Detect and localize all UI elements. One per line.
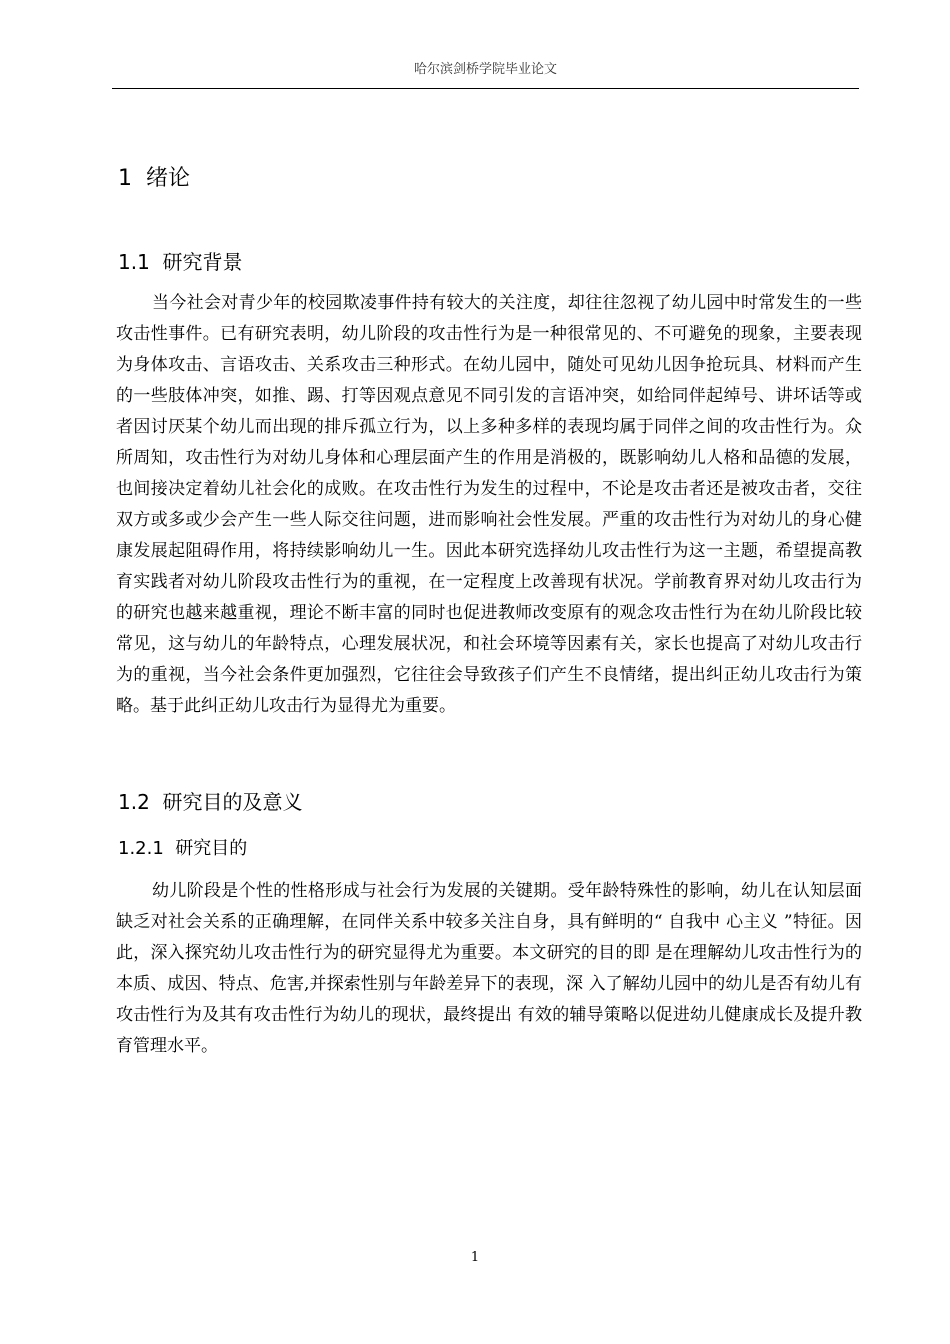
header-title: 哈尔滨剑桥学院毕业论文 [413, 62, 557, 77]
paragraph-background: 当今社会对青少年的校园欺凌事件持有较大的关注度，却往往忽视了幼儿园中时常发生的一些攻击性事件。已有研究表明，幼儿阶段的攻击性行为是一种很常见的、不可避免的现象，主要表现为身体攻击、言语攻击、关系攻击三种形式。在幼儿园中，随处可见幼儿因争抢玩具、材料而产生的一些肢体冲突，如推、踢、打等因观点意见不同引发的言语冲突，如给同伴起绰号、讲坏话等或者因讨厌某个幼儿而出现的排斥孤立行为，以上多种多样的表现均属于同伴之间的攻击性行为。众所周知，攻击性行为对幼儿身体和心理层面产生的作用是消极的，既影响幼儿人格和品德的发展，也间接决定着幼儿社会化的成败。在攻击性行为发生的过程中，不论是攻击者还是被攻击者，交往双方或多或少会产生一些人际交往问题，进而影响社会性发展。严重的攻击性行为对幼儿的身心健康发展起阻碍作用，将持续影响幼儿一生。因此本研究选择幼儿攻击性行为这一主题，希望提高教育实践者对幼儿阶段攻击性行为的重视，在一定程度上改善现有状况。学前教育界对幼儿攻击行为的研究也越来越重视，理论不断丰富的同时也促进教师改变原有的观念攻击性行为在幼儿阶段比较常见，这与幼儿的年龄特点，心理发展状况，和社会环境等因素有关，家长也提高了对幼儿攻击行为的重视，当今社会条件更加强烈，它往往会导致孩子们产生不良情绪，提出纠正幼儿攻击行为策略。基于此纠正幼儿攻击行为显得尤为重要。 [116, 293, 862, 716]
chapter-heading: 1 绪论 [118, 166, 190, 191]
section-heading-purpose: 1.2 研究目的及意义 [118, 790, 303, 814]
paragraph-purpose: 幼儿阶段是个性的性格形成与社会行为发展的关键期。受年龄特殊性的影响，幼儿在认知层面缺乏对社会关系的正确理解，在同伴关系中较多关注自身，具有鲜明的“ 自我中 心主义 ”特征。因此，深入探究幼儿攻击性行为的研究显得尤为重要。本文研究的目的即 是在理解幼儿攻击性行为的本质、成因、特点、危害,并探索性别与年龄差异下的表现，深 入了解幼儿园中的幼儿是否有幼儿有攻击性行为及其有攻击性行为幼儿的现状，最终提出 有效的辅导策略以促进幼儿健康成长及提升教育管理水平。 [116, 881, 862, 1056]
page-header [112, 60, 859, 89]
section-heading-background: 1.1 研究背景 [118, 250, 243, 274]
page-number: 1 [470, 1250, 480, 1265]
subsection-heading-purpose: 1.2.1 研究目的 [118, 838, 248, 859]
